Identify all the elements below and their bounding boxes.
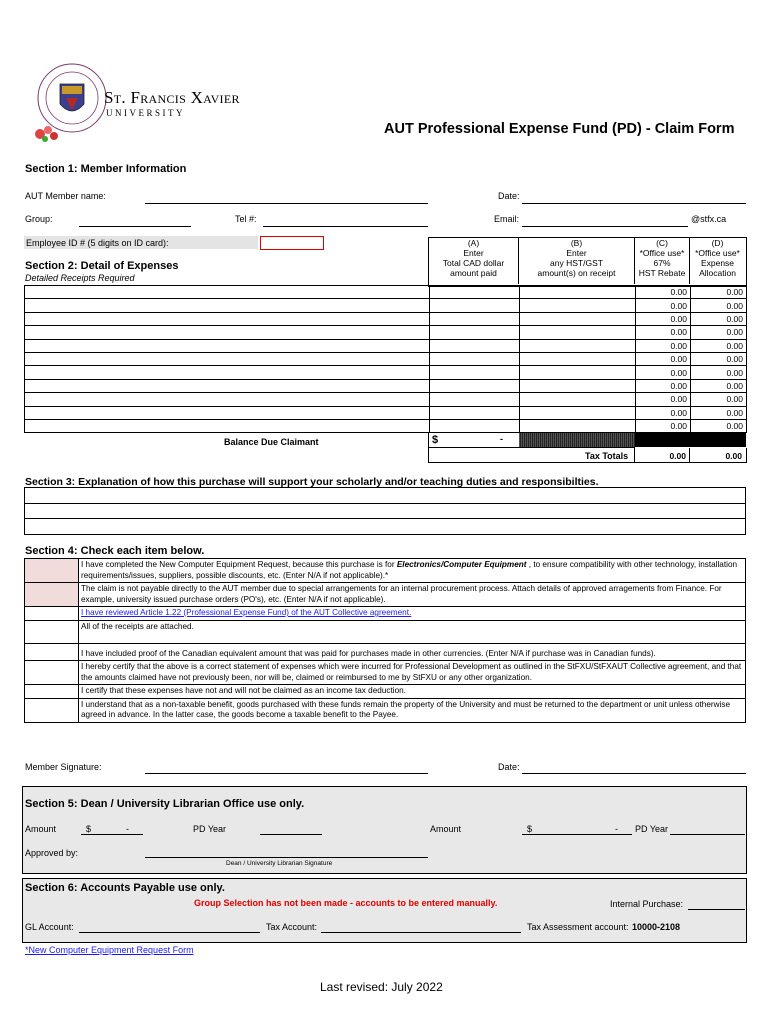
checklist-text: I have completed the New Computer Equipment Request, because this purchase is for Electronics/Computer Equipment , to ensure compatibility with other technology, installation requirements/issues, suppliers, possible discounts, etc. (Enter N/A if not applicable).* — [79, 559, 746, 583]
hst-amount-cell[interactable] — [520, 419, 636, 432]
hst-rebate-cell: 0.00 — [636, 393, 691, 406]
amount-paid-cell[interactable] — [430, 419, 520, 432]
amount-paid-cell[interactable] — [430, 393, 520, 406]
checkbox-cell[interactable] — [25, 661, 79, 685]
hst-rebate-cell: 0.00 — [636, 352, 691, 365]
hst-amount-cell[interactable] — [520, 393, 636, 406]
balance-due-field — [428, 433, 520, 448]
col-c-header: (C) *Office use* 67% HST Rebate — [635, 238, 690, 284]
explanation-line[interactable] — [25, 488, 746, 504]
article-link[interactable]: I have reviewed Article 1.22 (Professional Expense Fund) of the AUT Collective agreement. — [81, 608, 412, 617]
amount-paid-cell[interactable] — [430, 366, 520, 379]
employee-id-input[interactable] — [260, 236, 324, 250]
explanation-table — [24, 487, 746, 535]
expense-allocation-cell: 0.00 — [691, 352, 747, 365]
checklist-row — [25, 685, 746, 699]
university-name: St. Francis Xavier — [104, 88, 240, 107]
checkbox-cell[interactable] — [25, 685, 79, 699]
hst-rebate-cell: 0.00 — [636, 299, 691, 312]
last-revised: Last revised: July 2022 — [320, 980, 443, 994]
checklist-table — [24, 558, 746, 723]
pd-year-label: PD Year — [193, 824, 227, 834]
amount-paid-cell[interactable] — [430, 286, 520, 299]
checklist-text: I have included proof of the Canadian equivalent amount that was paid for purchases made in other currencies. (Enter N/A if purchase was in Canadian funds). — [79, 643, 746, 661]
hst-amount-cell[interactable] — [520, 299, 636, 312]
hst-amount-cell[interactable] — [520, 326, 636, 339]
checklist-row — [25, 661, 746, 685]
hst-rebate-cell: 0.00 — [636, 379, 691, 392]
gl-account-label: GL Account: — [25, 922, 74, 932]
amount-label: Amount — [25, 824, 57, 834]
hst-amount-cell[interactable] — [520, 312, 636, 325]
group-selection-warning: Group Selection has not been made - accounts to be entered manually. — [194, 898, 498, 908]
expense-allocation-cell: 0.00 — [691, 326, 747, 339]
expense-description-cell[interactable] — [25, 286, 430, 299]
hst-rebate-cell: 0.00 — [636, 312, 691, 325]
amount-paid-cell[interactable] — [430, 379, 520, 392]
checklist-text: I understand that as a non-taxable benefit, goods purchased with these funds remain the property of the University and must be returned to the department or unit unless otherwise agreed in advance. In the latter case, the goods become a taxable benefit to the Payee. — [79, 698, 746, 722]
amount-paid-cell[interactable] — [430, 352, 520, 365]
expense-description-cell[interactable] — [25, 393, 430, 406]
expense-allocation-cell: 0.00 — [691, 406, 747, 419]
checklist-row — [25, 559, 746, 583]
amount-paid-cell[interactable] — [430, 339, 520, 352]
hst-rebate-cell: 0.00 — [636, 326, 691, 339]
internal-purchase-field[interactable] — [688, 909, 745, 910]
checklist-row — [25, 583, 746, 607]
col-a-header: (A) Enter Total CAD dollar amount paid — [429, 238, 519, 284]
section5-title: Section 5: Dean / University Librarian Office use only. — [25, 798, 305, 810]
amount-paid-cell[interactable] — [430, 299, 520, 312]
dean-signature-caption: Dean / University Librarian Signature — [226, 860, 333, 867]
tel-field[interactable] — [263, 226, 428, 227]
expense-description-cell[interactable] — [25, 379, 430, 392]
expense-row — [25, 326, 747, 339]
hst-rebate-cell: 0.00 — [636, 406, 691, 419]
date-label: Date: — [498, 191, 520, 201]
checklist-row — [25, 607, 746, 621]
email-field[interactable] — [522, 226, 688, 227]
amount-label-2: Amount — [430, 824, 462, 834]
expense-description-cell[interactable] — [25, 339, 430, 352]
checkbox-cell[interactable] — [25, 583, 79, 607]
member-name-label: AUT Member name: — [25, 191, 106, 201]
signature-date-field[interactable] — [522, 773, 746, 774]
hst-rebate-cell: 0.00 — [636, 366, 691, 379]
tel-label: Tel #: — [235, 214, 257, 224]
explanation-line[interactable] — [25, 519, 746, 535]
expense-allocation-cell: 0.00 — [691, 339, 747, 352]
checkbox-cell[interactable] — [25, 643, 79, 661]
balance-due-label: Balance Due Claimant — [224, 437, 319, 447]
tax-assessment-label: Tax Assessment account: — [527, 922, 629, 932]
pd-year-label-2: PD Year — [635, 824, 669, 834]
amount-value: - — [126, 824, 129, 834]
university-seal-icon — [28, 58, 112, 146]
university-subtitle: UNIVERSITY — [106, 108, 185, 118]
internal-purchase-label: Internal Purchase: — [610, 899, 684, 909]
tax-total-c: 0.00 — [669, 451, 686, 461]
balance-value: - — [500, 434, 503, 444]
expense-row — [25, 393, 747, 406]
section4-title: Section 4: Check each item below. — [25, 545, 205, 557]
checkbox-cell[interactable] — [25, 607, 79, 621]
section6-title: Section 6: Accounts Payable use only. — [25, 882, 225, 894]
member-name-field[interactable] — [145, 203, 428, 204]
approved-by-label: Approved by: — [25, 848, 79, 858]
amount-field-2[interactable] — [522, 834, 632, 835]
expense-table — [24, 285, 747, 433]
explanation-line[interactable] — [25, 503, 746, 519]
signature-date-label: Date: — [498, 762, 520, 772]
checklist-text: The claim is not payable directly to the AUT member due to special arrangements for an internal procurement process. Attach details of approved arragements from Finance. For example, university issued purchase orders (PO's), etc. (Enter N/A if not applicable). — [79, 583, 746, 607]
expense-description-cell[interactable] — [25, 352, 430, 365]
expense-allocation-cell: 0.00 — [691, 299, 747, 312]
hst-rebate-cell: 0.00 — [636, 419, 691, 432]
amount-paid-cell[interactable] — [430, 312, 520, 325]
group-field[interactable] — [79, 226, 191, 227]
expense-row — [25, 366, 747, 379]
tax-total-d: 0.00 — [725, 451, 742, 461]
col-b-header: (B) Enter any HST/GST amount(s) on receipt — [519, 238, 635, 284]
member-signature-label: Member Signature: — [25, 762, 102, 772]
checkbox-cell[interactable] — [25, 698, 79, 722]
expense-description-cell[interactable] — [25, 419, 430, 432]
university-logo — [28, 58, 243, 148]
hst-amount-cell[interactable] — [520, 366, 636, 379]
computer-request-link[interactable]: *New Computer Equipment Request Form — [25, 945, 194, 955]
expense-allocation-cell: 0.00 — [691, 312, 747, 325]
balance-black-cell — [635, 433, 746, 447]
approved-by-field[interactable] — [145, 857, 428, 858]
expense-allocation-cell: 0.00 — [691, 286, 747, 299]
balance-currency: $ — [432, 434, 439, 446]
hst-amount-cell[interactable] — [520, 406, 636, 419]
checkbox-cell[interactable] — [25, 559, 79, 583]
email-label: Email: — [494, 214, 520, 224]
expense-allocation-cell: 0.00 — [691, 419, 747, 432]
checkbox-cell[interactable] — [25, 620, 79, 643]
expense-description-cell[interactable] — [25, 326, 430, 339]
expense-description-cell[interactable] — [25, 366, 430, 379]
group-label: Group: — [25, 214, 53, 224]
expense-allocation-cell: 0.00 — [691, 393, 747, 406]
amount-value-2: - — [615, 824, 618, 834]
amount-currency: $ — [86, 824, 92, 834]
expense-allocation-cell: 0.00 — [691, 366, 747, 379]
gl-account-field[interactable] — [79, 932, 260, 933]
section1-title: Section 1: Member Information — [25, 163, 187, 175]
hst-amount-cell[interactable] — [520, 339, 636, 352]
hst-amount-cell[interactable] — [520, 286, 636, 299]
date-field[interactable] — [522, 203, 746, 204]
email-suffix: @stfx.ca — [691, 214, 727, 224]
expense-row — [25, 419, 747, 432]
col-d-header: (D) *Office use* Expense Allocation — [695, 238, 740, 278]
amount-paid-cell[interactable] — [430, 406, 520, 419]
expense-row — [25, 299, 747, 312]
checklist-text: I certify that these expenses have not and will not be claimed as an income tax deduction. — [79, 685, 746, 699]
hst-rebate-cell: 0.00 — [636, 286, 691, 299]
checklist-text — [79, 607, 746, 621]
expense-row — [25, 406, 747, 419]
expense-row — [25, 339, 747, 352]
section2-subtitle: Detailed Receipts Required — [25, 273, 135, 283]
checklist-row — [25, 643, 746, 661]
hst-amount-cell[interactable] — [520, 352, 636, 365]
employee-id-label: Employee ID # (5 digits on ID card): — [26, 238, 169, 248]
tax-assessment-value: 10000-2108 — [632, 922, 681, 932]
balance-shaded-cell — [519, 433, 635, 448]
pd-year-field[interactable] — [260, 834, 322, 835]
form-title: AUT Professional Expense Fund (PD) - Claim Form — [384, 121, 735, 137]
section3-title: Section 3: Explanation of how this purchase will support your scholarly and/or teaching duties and responsibilties. — [25, 476, 599, 488]
expense-allocation-cell: 0.00 — [691, 379, 747, 392]
pd-year-field-2[interactable] — [670, 834, 745, 835]
tax-account-field[interactable] — [321, 932, 521, 933]
tax-account-label: Tax Account: — [266, 922, 318, 932]
expense-description-cell[interactable] — [25, 299, 430, 312]
expense-row — [25, 379, 747, 392]
expense-row — [25, 352, 747, 365]
expense-description-cell[interactable] — [25, 312, 430, 325]
checklist-text: All of the receipts are attached. — [79, 620, 746, 643]
checklist-row — [25, 620, 746, 643]
amount-field[interactable] — [81, 834, 143, 835]
tax-totals-label: Tax Totals — [585, 451, 629, 461]
expense-description-cell[interactable] — [25, 406, 430, 419]
hst-amount-cell[interactable] — [520, 379, 636, 392]
checklist-text: I hereby certify that the above is a correct statement of expenses which were incurred for Professional Development as outlined in the StFXU/StFXAUT Collective agreement, and that the amounts claimed have not previously been, nor will be, claimed or reimbursed to me by StFXU or any other organization. — [79, 661, 746, 685]
section2-title: Section 2: Detail of Expenses — [25, 260, 179, 272]
hst-rebate-cell: 0.00 — [636, 339, 691, 352]
expense-row — [25, 312, 747, 325]
checklist-row — [25, 698, 746, 722]
member-signature-field[interactable] — [145, 773, 428, 774]
expense-row — [25, 286, 747, 299]
amount-currency-2: $ — [527, 824, 533, 834]
amount-paid-cell[interactable] — [430, 326, 520, 339]
